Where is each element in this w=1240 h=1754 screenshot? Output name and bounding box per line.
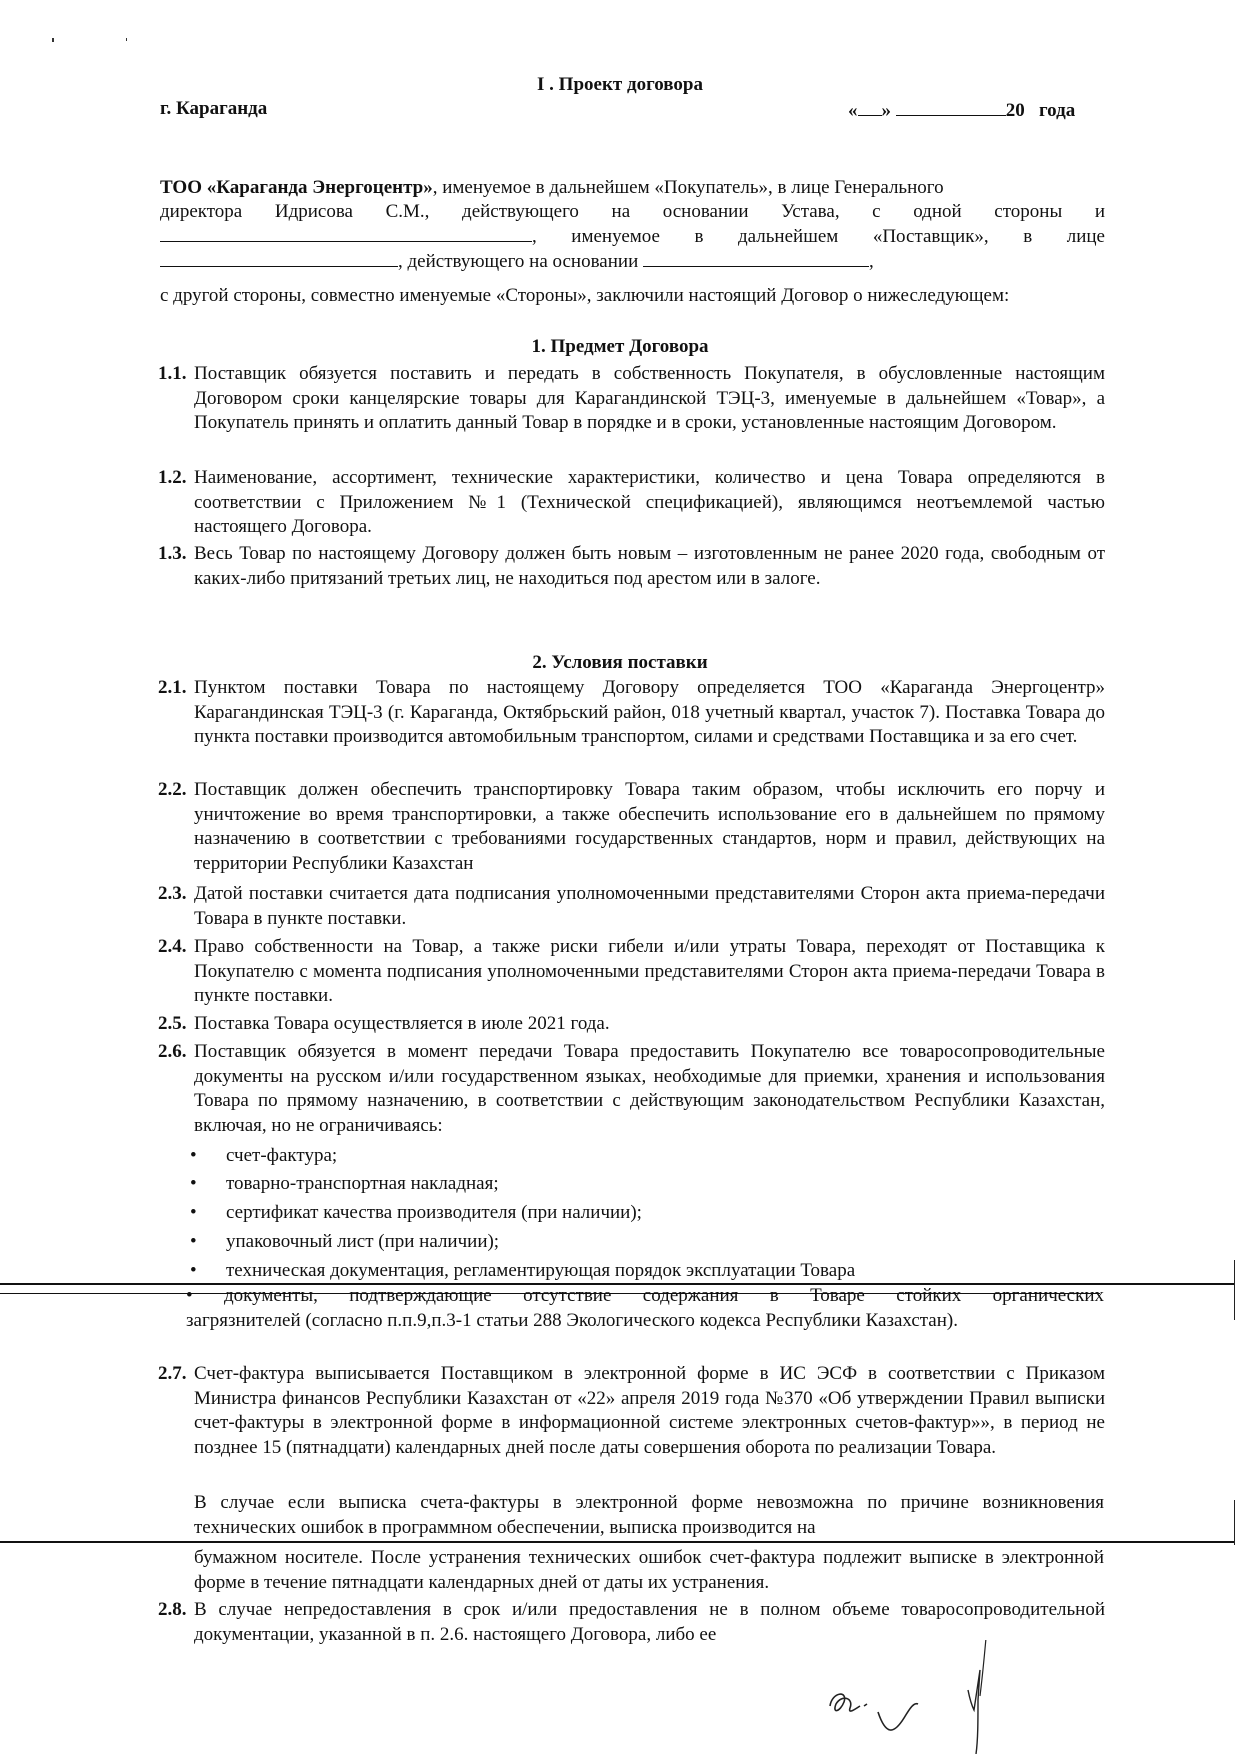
clause-2-6 <box>158 1040 1105 1138</box>
section-2-heading: 2. Условия поставки <box>532 652 708 673</box>
clause-number: 2.4. <box>158 936 187 957</box>
buyer-name: ТОО «Караганда Энергоцентр» <box>160 177 433 198</box>
clause-text: Счет-фактура выписывается Поставщиком в электронной форме в ИС ЭСФ в соответствии с Приказом Министра финансов Республики Казахстан от «22» апреля 2019 года №370 «Об утверждении Правил выписки счет-фактуры в электронной форме в информационной системе электронных счетов-фактур»», в период не позднее 15 (пятнадцати) календарных дней после даты совершения оборота по реализации Товара. <box>194 1363 1105 1458</box>
clause-number: 2.7. <box>158 1363 187 1384</box>
clause-number: 1.3. <box>158 543 187 564</box>
clause-number: 2.6. <box>158 1041 187 1062</box>
supplier-name-blank <box>160 225 532 242</box>
list-item-text: упаковочный лист (при наличии); <box>226 1231 500 1252</box>
clause-number: 2.5. <box>158 1013 187 1034</box>
preamble-line-3 <box>160 225 1105 250</box>
document-title: I . Проект договора <box>537 74 703 95</box>
bullet-icon: • <box>190 1260 197 1281</box>
city-label: г. Караганда <box>160 98 268 119</box>
day-blank <box>858 101 882 116</box>
clause-text: Поставка Товара осуществляется в июле 2021 года. <box>194 1013 610 1034</box>
scan-speck <box>126 38 127 41</box>
clause-text: Право собственности на Товар, а также риски гибели и/или утраты Товара, переходят от Поставщика к Покупателю с момента подписания уполномоченными представителями Сторон акта приема-передачи Товара в пункте поставки. <box>194 936 1105 1006</box>
clause-2-1 <box>158 676 1105 750</box>
preamble-comma: , <box>869 251 874 272</box>
list-item-text: техническая документация, регламентирующая порядок эксплуатации Товара <box>226 1260 856 1281</box>
preamble-line-4 <box>160 250 1105 275</box>
list-item-text: сертификат качества производителя (при наличии); <box>226 1202 642 1223</box>
clause-1-3 <box>158 542 1105 591</box>
preamble-line-2: директора Идрисова С.М., действующего на основании Устава, с одной стороны и <box>160 201 1105 222</box>
clause-number: 2.3. <box>158 883 187 904</box>
bullet-icon: • <box>190 1231 197 1252</box>
clause-number: 1.2. <box>158 467 187 488</box>
preamble-text: , именуемое в дальнейшем «Покупатель», в лице Генерального <box>432 177 944 198</box>
list-item-text: счет-фактура; <box>226 1145 338 1166</box>
clause-text: Поставщик обязуется в момент передачи Товара предоставить Покупателю все товаросопроводительные документы на русском и/или государственном языках, необходимые для приемки, хранения и использования Товара по прямому назначению, в соответствии с действующим законодательством Республики Казахстан, включая, но не ограничиваясь: <box>194 1041 1105 1136</box>
clause-2-4 <box>158 935 1105 1009</box>
signature-icon <box>820 1640 1120 1754</box>
list-item-text: товарно-транспортная накладная; <box>226 1173 499 1194</box>
bullet-icon: • <box>190 1202 197 1223</box>
clause-text: Пунктом поставки Товара по настоящему Договору определяется ТОО «Караганда Энергоцентр» Карагандинская ТЭЦ-3 (г. Караганда, Октябрьский район, 018 учетный квартал, участок 7). Поставка Товара до пункта поставки производится автомобильным транспортом, силами и средствами Поставщика и за его счет. <box>194 677 1105 747</box>
date-year: 20 года <box>1005 100 1076 121</box>
clause-2-7-paragraph: В случае если выписка счета-фактуры в электронной форме невозможна по причине возникновения технических ошибок в программном обеспечении, выписка производится на <box>194 1492 1104 1538</box>
clause-text: Поставщик должен обеспечить транспортировку Товара таким образом, чтобы исключить его порчу и уничтожение во время транспортировки, а также обеспечить использование его в дальнейшем по прямому назначению в соответствии с требованиями государственных стандартов, норм и правил, действующих на территории Республики Казахстан <box>194 779 1105 874</box>
clause-number: 2.8. <box>158 1599 187 1620</box>
clause-text: Поставщик обязуется поставить и передать в собственность Покупателя, в обусловленные настоящим Договором сроки канцелярские товары для Карагандинской ТЭЦ-3, именуемые в дальнейшем «Товар», а Покупатель принять и оплатить данный Товар в порядке и в сроки, установленные настоящим Договором. <box>194 363 1105 433</box>
scan-seam-line <box>0 1541 1235 1543</box>
preamble-line-1 <box>160 176 1105 201</box>
clause-text: Наименование, ассортимент, технические характеристики, количество и цена Товара определяются в соответствии с Приложением №1 (Технической спецификацией), являющимся неотъемлемой частью настоящего Договора. <box>194 467 1105 537</box>
clause-2-7 <box>158 1362 1105 1460</box>
preamble-text: , действующего на основании <box>398 251 639 272</box>
clause-2-2 <box>158 778 1105 876</box>
scan-speck <box>52 38 54 42</box>
clause-2-3 <box>158 882 1105 931</box>
clause-number: 2.2. <box>158 779 187 800</box>
scan-edge-line <box>1234 1260 1235 1320</box>
clause-number: 1.1. <box>158 363 187 384</box>
preamble-line-5: с другой стороны, совместно именуемые «Стороны», заключили настоящий Договор о нижеследующем: <box>160 285 1010 306</box>
bullet-icon: • <box>190 1173 197 1194</box>
list-item-extra-rest: загрязнителей (согласно п.п.9,п.3-1 статьи 288 Экологического кодекса Республики Казахстан). <box>186 1310 958 1331</box>
preamble-text: , именуемое в дальнейшем «Поставщик», в лице <box>532 226 1105 247</box>
clause-text: Датой поставки считается дата подписания уполномоченными представителями Сторон акта приема-передачи Товара в пункте поставки. <box>194 883 1105 929</box>
clause-2-7-paragraph-cont: бумажном носителе. После устранения технических ошибок счет-фактура подлежит выписке в электронной форме в течение пятнадцати календарных дней от даты их устранения. <box>194 1547 1104 1593</box>
date-close-quote: » <box>881 100 891 121</box>
date-open-quote: « <box>848 100 858 121</box>
date-field <box>848 100 1075 122</box>
basis-blank <box>643 250 869 267</box>
month-blank <box>896 101 1006 116</box>
clause-1-2 <box>158 466 1105 540</box>
list-item-extra-first-line: • документы, подтверждающие отсутствие содержания в Товаре стойких органических <box>186 1285 1104 1306</box>
representative-blank <box>160 250 398 267</box>
clause-2-5 <box>158 1012 1105 1037</box>
bullet-icon: • <box>190 1145 197 1166</box>
clause-number: 2.1. <box>158 677 187 698</box>
scan-edge-line <box>1234 1500 1235 1545</box>
section-1-heading: 1. Предмет Договора <box>531 336 709 357</box>
clause-text: Весь Товар по настоящему Договору должен быть новым – изготовленным не ранее 2020 года, свободным от каких-либо притязаний третьих лиц, не находиться под арестом или в залоге. <box>194 543 1105 589</box>
clause-1-1 <box>158 362 1105 436</box>
clause-text: В случае непредоставления в срок и/или предоставления не в полном объеме товаросопроводительной документации, указанной в п. 2.6. настоящего Договора, либо ее <box>194 1599 1105 1645</box>
